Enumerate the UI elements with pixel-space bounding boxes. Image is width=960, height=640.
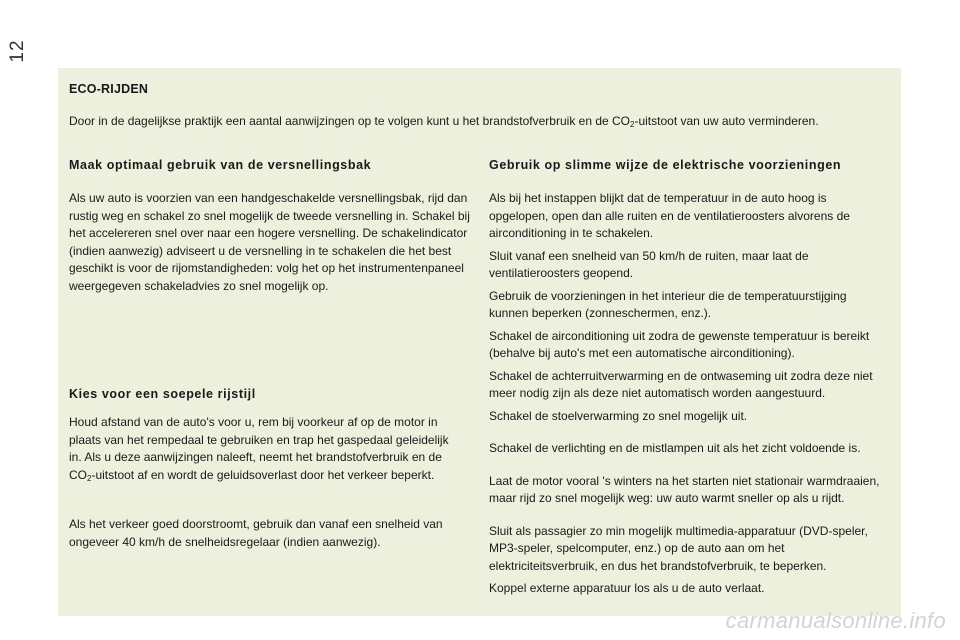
tip-paragraph: Schakel de verlichting en de mistlampen uit als het zicht voldoende is. bbox=[489, 441, 861, 455]
intro-subscript: 2 bbox=[630, 120, 635, 129]
electrical-tips bbox=[489, 190, 889, 603]
heading-electrical: Gebruik op slimme wijze de elektrische voorzieningen bbox=[489, 158, 842, 172]
heading-gearbox: Maak optimaal gebruik van de versnellingsbak bbox=[69, 158, 372, 172]
tip-paragraph: Koppel externe apparatuur los als u de auto verlaat. bbox=[489, 581, 765, 595]
tip-paragraph: Schakel de stoelverwarming zo snel mogelijk uit. bbox=[489, 408, 748, 423]
spacer bbox=[489, 463, 889, 473]
tip-paragraph: Als bij het instappen blijkt dat de temperatuur in de auto hoog is opgelopen, open dan alle ruiten en de ventilatieroosters alvorens de airconditioning in te schakelen. bbox=[489, 191, 850, 240]
intro-paragraph bbox=[69, 112, 869, 130]
intro-text: Door in de dagelijkse praktijk een aantal aanwijzingen op te volgen kunt u het brandstofverbruik en de CO bbox=[69, 114, 631, 128]
paragraph-gearbox: Als uw auto is voorzien van een handgeschakelde versnellingsbak, rijd dan rustig weg en schakel zo snel mogelijk de tweede versnelling in. Schakel bij het accelereren snel over naar een hogere versnelling. De schakelindicator (indien aanwezig) adviseert u de versnelling in te schakelen die het best geschikt is voor de rijomstandigheden: volg het op het instrumentenpaneel weergegeven schakeladvies zo snel mogelijk op. bbox=[69, 191, 470, 293]
tip-paragraph: Sluit vanaf een snelheid van 50 km/h de ruiten, maar laat de ventilatieroosters geopend. bbox=[489, 248, 809, 280]
driving-style-text-end: -uitstoot af en wordt de geluidsoverlast door het verkeer beperkt. bbox=[91, 467, 435, 482]
tip-paragraph: Schakel de achterruitverwarming en de ontwaseming uit zodra deze niet meer nodig zijn als deze niet automatisch worden aangestuurd. bbox=[489, 368, 873, 400]
driving-style-subscript: 2 bbox=[87, 473, 92, 483]
driving-style-text: Houd afstand van de auto's voor u, rem bij voorkeur af op de motor in plaats van het rempedaal te gebruiken en trap het gaspedaal geleidelijk in. Als u deze aanwijzingen naleeft, neemt het brandstofverbruik en de CO bbox=[69, 415, 449, 482]
page-title: ECO-RIJDEN bbox=[69, 82, 149, 96]
tip-paragraph: Schakel de airconditioning uit zodra de gewenste temperatuur is bereikt (behalve bij auto's met een automatische airconditioning). bbox=[489, 328, 870, 360]
watermark: carmanualsonline.info bbox=[725, 608, 946, 633]
tip-paragraph: Laat de motor vooral 's winters na het starten niet stationair warmdraaien, maar rijd zo snel mogelijk weg: uw auto warmt sneller op als u rijdt. bbox=[489, 473, 880, 505]
intro-text-end: -uitstoot van uw auto verminderen. bbox=[634, 114, 819, 128]
spacer bbox=[489, 513, 889, 523]
page-number: 12 bbox=[7, 39, 28, 63]
heading-driving-style: Kies voor een soepele rijstijl bbox=[69, 387, 256, 401]
tip-paragraph: Gebruik de voorzieningen in het interieur die de temperatuurstijging kunnen beperken (zonneschermen, enz.). bbox=[489, 288, 847, 320]
tip-paragraph: Sluit als passagier zo min mogelijk multimedia-apparatuur (DVD-speler, MP3-speler, spelcomputer, enz.) op de auto aan om het elektriciteitsverbruik, en dus het brandstofverbruik, te beperken. bbox=[489, 523, 868, 573]
paragraph-cruise-control: Als het verkeer goed doorstroomt, gebruik dan vanaf een snelheid van ongeveer 40 km/h de snelheidsregelaar (indien aanwezig). bbox=[69, 517, 443, 549]
paragraph-driving-style bbox=[69, 414, 454, 484]
spacer bbox=[489, 430, 889, 440]
